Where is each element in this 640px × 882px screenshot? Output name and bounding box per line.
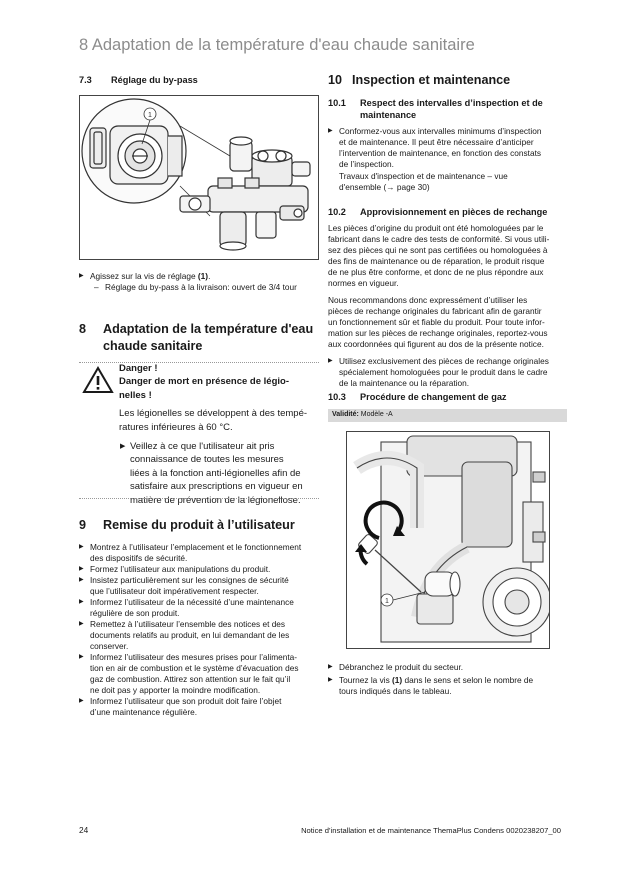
divider [79, 498, 319, 499]
bypass-steps [79, 271, 319, 293]
section-title-line1: Respect des intervalles d’inspection et de [360, 98, 543, 108]
section-title: Réglage du by-pass [111, 75, 198, 85]
section-title-line2: maintenance [360, 110, 417, 120]
section-10-2-heading [328, 207, 568, 219]
section-number: 9 [79, 518, 87, 532]
section-title: Procédure de changement de gaz [360, 392, 507, 402]
section-title: Approvisionnement en pièces de rechange [360, 207, 548, 217]
list-item: ▶ Conformez-vous aux intervalles minimums d’inspection et de maintenance. Il peut être nécessaire d’anticiper l’intervention de maintenance, en fonction des constats de l’inspection. Travaux d'inspection et de maintenance – vue d'ensemble (→ page 30) [328, 126, 568, 193]
cross-reference: Travaux d'inspection et de maintenance – vue d'ensemble (→ page 30) [339, 171, 508, 192]
list-item: ▶ Débranchez le produit du secteur. [328, 662, 568, 673]
list-item: ▶ Remettez à l’utilisateur l’ensemble des notices et des documents relatifs au produit, en lui demandant de les conserver. [79, 619, 324, 652]
section-number: 7.3 [79, 75, 92, 85]
danger-title: Danger ! [119, 363, 158, 374]
section-title: Remise du produit à l’utilisateur [103, 518, 295, 532]
danger-block: Danger ! Danger de mort en présence de légio- nelles ! Les légionelles se développent à des tempé- ratures inférieures à 60 °C. ▶ Veillez à ce que l'utilisateur ait pris connaissance de toutes les mesures liées à la fonction anti-légionelles afin de satisfaire aux prescriptions en vigueur en matière de prévention de la légionellose. [119, 362, 319, 507]
list-item: ▶ Utilisez exclusivement des pièces de rechange originales spécialement homologuées pour le produit dans le cadre de la maintenance ou la réparation. [328, 356, 568, 389]
warning-icon [82, 366, 114, 394]
list-item: ▶ Montrez à l’utilisateur l’emplacement et le fonctionnement des dispositifs de sécurité. [79, 542, 324, 564]
bypass-illustration [80, 96, 318, 259]
list-item: ▶ Formez l’utilisateur aux manipulations du produit. [79, 564, 324, 575]
spare-parts-text [328, 223, 568, 389]
section-title-line1: Adaptation de la température d'eau [103, 322, 314, 336]
paragraph: Les pièces d’origine du produit ont été homologuées par le fabricant dans le cadre des tests de conformité. Si vous utili- sez des pièces qui ne sont pas certifiées ou homologuées à des fins de maintenance ou de réparation, le produit risque de ne plus être conforme, et donc de ne plus répondre aux normes en vigueur. [328, 223, 550, 288]
paragraph: Nous recommandons donc expressément d’utiliser les pièces de rechange originales du fabricant afin de garantir un fonctionnement sûr et fiable du produit. Pour toute infor- mation sur les pièces de rechange originales, reportez-vous aux coordonnées qui figurent au dos de la présente notice. [328, 295, 548, 349]
section-7-3-heading [79, 75, 319, 87]
gas-change-illustration [347, 432, 549, 648]
list-item: ▶ Informez l’utilisateur des mesures prises pour l’alimenta- tion en air de combustion et le système d’évacuation des gaz de combustion. Attirez son attention sur le fait qu’il ne doit pas y apporter la moindre modification. [79, 652, 324, 696]
step-bypass: ▶ Agissez sur la vis de réglage (1). [79, 271, 319, 282]
validity-value: Modèle -A [360, 411, 393, 418]
page-header-title: 8 Adaptation de la température d'eau chaude sanitaire [79, 36, 475, 54]
callout-1: 1 [385, 598, 389, 605]
section-number: 10.2 [328, 207, 346, 217]
list-item: ▶ Insistez particulièrement sur les consignes de sécurité que l’utilisateur doit impérativement respecter. [79, 575, 324, 597]
section-10-1-heading [328, 97, 568, 121]
page-number: 24 [79, 825, 89, 835]
validity-label: Validité: [332, 411, 359, 418]
validity-bar [328, 409, 567, 422]
danger-text: Les légionelles se développent à des tempé- [119, 408, 308, 420]
gas-change-steps [328, 662, 568, 697]
inspection-text [328, 126, 568, 193]
section-title-line2: chaude sanitaire [103, 339, 203, 353]
section-number: 10 [328, 73, 343, 87]
section-title: Inspection et maintenance [352, 73, 511, 87]
list-item: ▶ Informez l’utilisateur que son produit doit faire l’objet d’une maintenance régulière. [79, 696, 324, 718]
gas-change-figure [346, 431, 550, 649]
list-item: ▶ Informez l’utilisateur de la nécessité d’une maintenance régulière de son produit. [79, 597, 324, 619]
bypass-figure [79, 95, 319, 260]
handover-list [79, 542, 324, 718]
list-item: ▶ Tournez la vis (1) dans le sens et selon le nombre de tours indiqués dans le tableau. [328, 675, 568, 697]
danger-bullet: ▶ Veillez à ce que l'utilisateur ait pris connaissance de toutes les mesures liées à la fonction anti-légionelles afin de satisfaire aux prescriptions en vigueur en matière de prévention de la légionellose. [120, 441, 303, 506]
section-number: 8 [79, 322, 87, 336]
section-8-heading [79, 321, 324, 355]
section-10-3-heading [328, 392, 568, 404]
section-number: 10.3 [328, 392, 346, 402]
callout-1: 1 [148, 112, 152, 119]
document-reference: Notice d’installation et de maintenance ThemaPlus Condens 0020238207_00 [301, 826, 561, 835]
section-number: 10.1 [328, 98, 346, 108]
bypass-default-note: – Réglage du by-pass à la livraison: ouvert de 3/4 tour [94, 282, 297, 292]
